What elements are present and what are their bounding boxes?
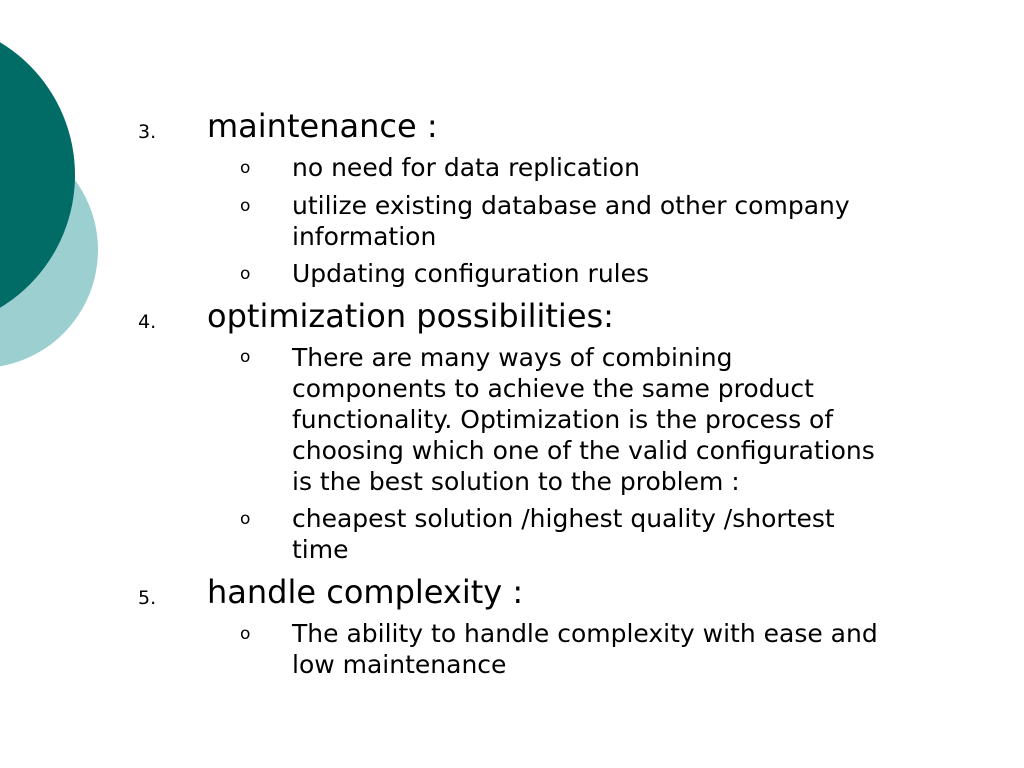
- bullet-line: There are many ways of combining: [292, 343, 733, 372]
- item-heading: maintenance :: [207, 107, 438, 145]
- bullet-line: components to achieve the same product: [292, 374, 814, 403]
- bullet-text: [292, 342, 972, 497]
- bullet-line: time: [292, 535, 349, 564]
- bullet-line: cheapest solution /highest quality /shortest: [292, 504, 835, 533]
- item-number: 3.: [138, 121, 157, 143]
- bullet-text: [292, 618, 972, 680]
- bullet-marker: o: [240, 264, 251, 284]
- item-number: 4.: [138, 311, 157, 333]
- bullet-line: information: [292, 222, 437, 251]
- bullet-line: Updating configuration rules: [292, 259, 650, 288]
- item-number: 5.: [138, 587, 157, 609]
- bullet-marker: o: [240, 509, 251, 529]
- item-heading: handle complexity :: [207, 573, 524, 611]
- bullet-line: low maintenance: [292, 650, 507, 679]
- bullet-line: no need for data replication: [292, 153, 640, 182]
- bullet-text: [292, 190, 972, 252]
- item-heading: optimization possibilities:: [207, 297, 614, 335]
- bullet-line: The ability to handle complexity with ease and: [292, 619, 878, 648]
- bullet-marker: o: [240, 196, 251, 216]
- bullet-line: utilize existing database and other company: [292, 191, 850, 220]
- bullet-line: is the best solution to the problem :: [292, 467, 740, 496]
- bullet-text: [292, 152, 972, 183]
- bullet-marker: o: [240, 158, 251, 178]
- bullet-marker: o: [240, 624, 251, 644]
- bullet-line: functionality. Optimization is the process of: [292, 405, 834, 434]
- bullet-text: [292, 258, 972, 289]
- bullet-line: choosing which one of the valid configurations: [292, 436, 875, 465]
- bullet-marker: o: [240, 347, 251, 367]
- bullet-text: [292, 503, 972, 565]
